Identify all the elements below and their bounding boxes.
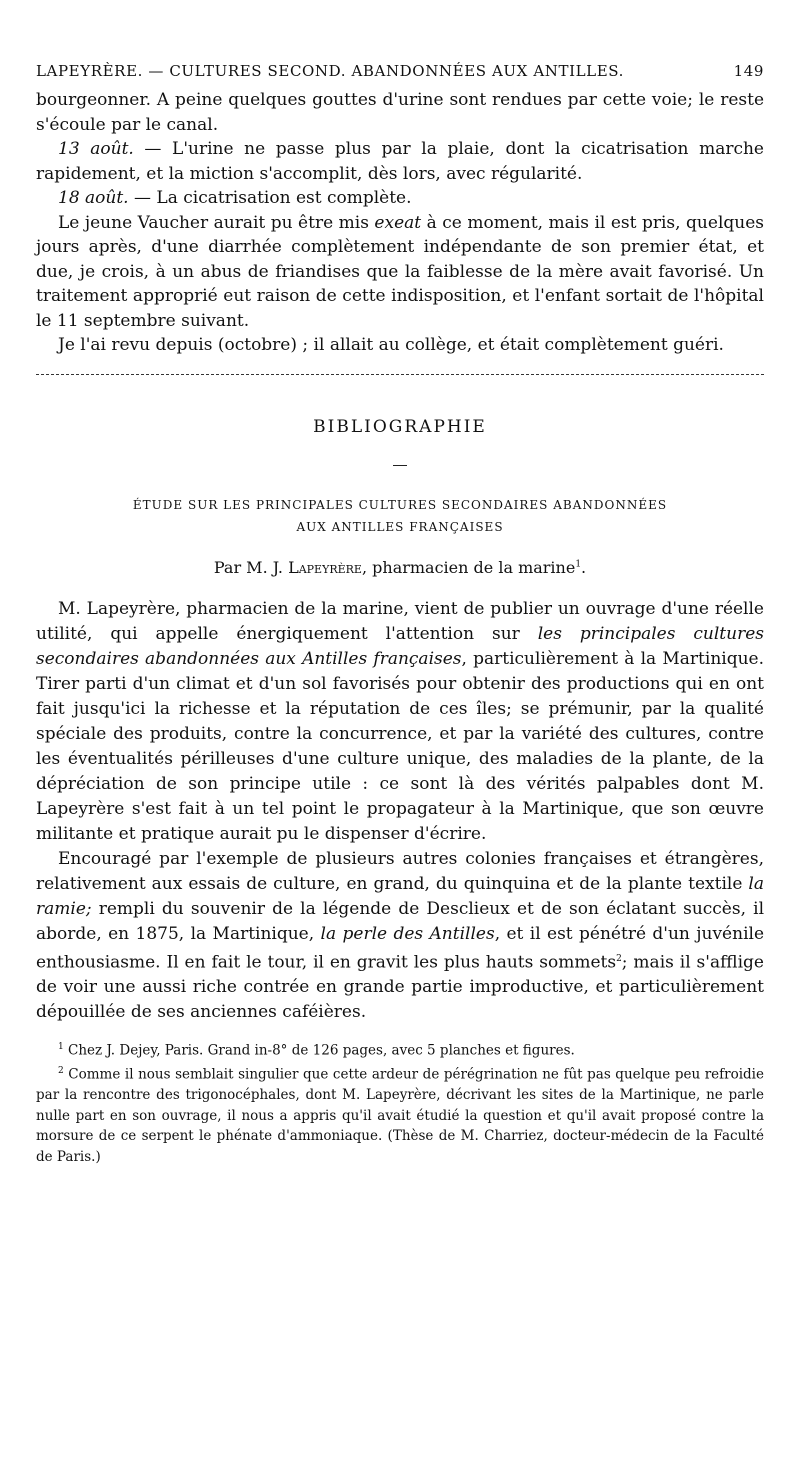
- case-paragraph-5: Je l'ai revu depuis (octobre) ; il allait au collège, et était complètement guéri.: [58, 335, 724, 355]
- perle-term: la perle des Antilles: [320, 923, 495, 944]
- date-18-aout: 18 août.: [58, 188, 129, 208]
- date-13-aout: 13 août.: [58, 139, 134, 159]
- work-title-line-2: AUX ANTILLES FRANÇAISES: [296, 519, 504, 534]
- page-number: 149: [733, 62, 764, 80]
- journal-page: [36, 62, 764, 1167]
- footnote-ref-2: 2: [616, 953, 622, 964]
- footnotes: [36, 1037, 764, 1167]
- exeat-term: exeat: [374, 212, 422, 233]
- footnote-1: $^1$ Chez J. Dejey, Paris. Grand in-8° de 126 pages, avec 5 planches et figures.: [58, 1042, 575, 1059]
- work-title: [36, 494, 764, 538]
- work-title-line-1: ÉTUDE SUR LES PRINCIPALES CULTURES SECONDAIRES ABANDONNÉES: [132, 497, 668, 512]
- work-title-italic: les principales cultures secondaires abandonnées aux Antilles françaises: [36, 623, 764, 669]
- footnote-2: $^2$ Comme il nous semblait singulier que cette ardeur de pérégrination ne fût pas quelque peu refroidie par la rencontre des trigonocéphales, dont M. Lapeyrère, décrivant les sites de la Martinique, ne parle nulle part en son ouvrage, il nous a appris qu'il avait étudié la question et qu'il avait proposé contre la morsure de ce serpent le phénate d'ammoniaque. (Thèse de M. Charriez, docteur-médecin de la Faculté de Paris.): [36, 1066, 764, 1165]
- section-divider: [36, 374, 764, 375]
- review-body: [36, 597, 764, 1026]
- case-report: [36, 88, 764, 358]
- running-title: LAPEYRÈRE. — CULTURES SECOND. ABANDONNÉES AUX ANTILLES.: [36, 62, 624, 80]
- byline: Par M. J. Lapeyrère, pharmacien de la marine$^1$.: [213, 557, 587, 577]
- author-name: Lapeyrère: [288, 557, 362, 577]
- review-paragraph-1: M. Lapeyrère, pharmacien de la marine, vient de publier un ouvrage d'une réelle utilité, qui appelle énergiquement l'attention sur les principales cultures secondaires abandonnées aux Antilles françaises, particulièrement à la Martinique. Tirer parti d'un climat et d'un sol favorisés pour obtenir des productions qui en ont fait jusqu'ici la richesse et la réputation de ces îles; se prémunir, par la qualité spéciale des produits, contre la concurrence, et par la variété des cultures, contre les éventualités périlleuses d'une culture unique, des maladies de la plante, de la dépréciation de son principe utile : ce sont là des vérités palpables dont M. Lapeyrère s'est fait à un tel point le propagateur à la Martinique, que son œuvre militante et pratique aurait pu le dispenser d'écrire.: [36, 598, 764, 844]
- case-paragraph-3: 18 août. — La cicatrisation est complète.: [58, 188, 412, 208]
- ramie-term: la ramie;: [36, 873, 764, 919]
- case-paragraph-2: 13 août. — L'urine ne passe plus par la plaie, dont la cicatrisation marche rapidement, et la miction s'accomplit, dès lors, avec régularité.: [36, 139, 764, 184]
- case-paragraph-1: bourgeonner. A peine quelques gouttes d'urine sont rendues par cette voie; le reste s'écoule par le canal.: [36, 90, 764, 135]
- footnote-ref-1: 1: [575, 559, 582, 570]
- case-paragraph-4: Le jeune Vaucher aurait pu être mis exeat à ce moment, mais il est pris, quelques jours après, d'une diarrhée complètement indépendante de son premier état, et due, je crois, à un abus de friandises que la faiblesse de la mère avait favorisé. Un traitement approprié eut raison de cette indisposition, et l'enfant sortait de l'hôpital le 11 septembre suivant.: [36, 212, 764, 331]
- section-title: BIBLIOGRAPHIE: [313, 416, 487, 437]
- running-head: [36, 62, 764, 80]
- review-paragraph-2: Encouragé par l'exemple de plusieurs autres colonies françaises et étrangères, relativement aux essais de culture, en grand, du quinquina et de la plante textile la ramie; rempli du souvenir de la légende de Desclieux et de son éclatant succès, il aborde, en 1875, la Martinique, la perle des Antilles, et il est pénétré d'un juvénile enthousiasme. Il en fait le tour, il en gravit les plus hauts sommets$^2$; mais il s'afflige de voir une aussi riche contrée en grande partie improductive, et particulièrement dépouillée de ses anciennes caféières.: [36, 848, 765, 1023]
- title-dash: [393, 465, 407, 466]
